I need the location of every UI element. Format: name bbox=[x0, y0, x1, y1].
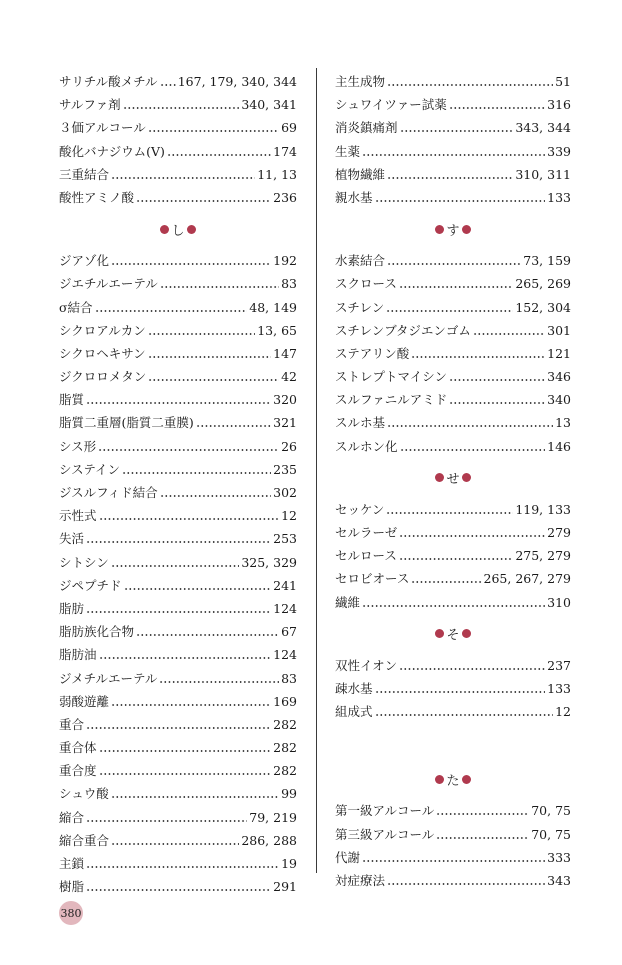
entry-term: 消炎鎮痛剤 bbox=[335, 120, 398, 136]
index-entry bbox=[335, 869, 571, 892]
dot-leader bbox=[386, 512, 513, 514]
dot-leader bbox=[136, 200, 271, 202]
entry-term: 重合 bbox=[59, 716, 85, 732]
entry-pages: 51 bbox=[555, 74, 571, 89]
entry-pages: 48, 149 bbox=[249, 299, 297, 315]
index-entry bbox=[59, 319, 297, 342]
dot-leader bbox=[449, 402, 545, 404]
entry-term: ジクロロメタン bbox=[59, 369, 147, 385]
entry-pages: 321 bbox=[273, 415, 297, 431]
entry-pages: 167, 179, 340, 344 bbox=[177, 74, 297, 89]
entry-pages: 282 bbox=[273, 763, 297, 779]
dot-leader bbox=[436, 813, 529, 815]
dot-leader bbox=[148, 130, 279, 132]
entry-term: ジアゾ化 bbox=[59, 253, 110, 269]
entry-pages: 12 bbox=[555, 704, 571, 720]
entry-term: 主生成物 bbox=[335, 74, 386, 89]
index-entry bbox=[59, 272, 297, 295]
index-entry bbox=[59, 551, 297, 574]
entry-term: 脂肪油 bbox=[59, 647, 97, 663]
entry-pages: 73, 159 bbox=[523, 253, 571, 269]
entry-term: スルホン化 bbox=[335, 438, 398, 454]
dot-leader bbox=[99, 518, 280, 520]
index-entry bbox=[335, 411, 571, 434]
entry-term: ジエチルエーテル bbox=[59, 276, 158, 292]
index-entry bbox=[59, 388, 297, 411]
dot-leader bbox=[449, 107, 545, 109]
dot-leader bbox=[399, 535, 545, 537]
entry-pages: 13 bbox=[555, 415, 571, 431]
entry-pages: 119, 133 bbox=[515, 501, 571, 517]
right-column bbox=[335, 70, 571, 892]
index-entry bbox=[59, 620, 297, 643]
entry-pages: 152, 304 bbox=[515, 299, 571, 315]
index-entry bbox=[59, 643, 297, 666]
index-entry bbox=[335, 823, 571, 846]
index-entry bbox=[59, 574, 297, 597]
entry-term: 重合度 bbox=[59, 763, 97, 779]
section-dot-icon bbox=[462, 629, 471, 638]
entry-list-sa bbox=[59, 70, 297, 209]
entry-term: スルホ基 bbox=[335, 415, 386, 431]
dot-leader bbox=[160, 286, 279, 288]
section-dot-icon bbox=[435, 473, 444, 482]
entry-pages: 282 bbox=[273, 716, 297, 732]
dot-leader bbox=[436, 837, 529, 839]
dot-leader bbox=[375, 714, 554, 716]
index-entry bbox=[335, 654, 571, 677]
entry-term: ジメチルエーテル bbox=[59, 670, 158, 686]
section-heading-shi bbox=[59, 209, 297, 249]
index-entry bbox=[335, 319, 571, 342]
index-entry bbox=[59, 782, 297, 805]
entry-pages: 302 bbox=[273, 485, 297, 500]
index-entry bbox=[59, 667, 297, 690]
entry-pages: 133 bbox=[547, 189, 571, 205]
entry-term: セルラーゼ bbox=[335, 525, 398, 540]
dot-leader bbox=[86, 611, 271, 613]
index-entry bbox=[59, 411, 297, 434]
entry-list-shi-continued bbox=[335, 70, 571, 209]
dot-leader bbox=[387, 177, 513, 179]
entry-term: 縮合重合 bbox=[59, 832, 110, 848]
entry-term: 示性式 bbox=[59, 508, 97, 524]
entry-term: 三重結合 bbox=[59, 166, 110, 182]
dot-leader bbox=[375, 691, 546, 693]
index-entry bbox=[59, 713, 297, 736]
entry-term: シュワイツァー試薬 bbox=[335, 97, 447, 113]
entry-pages: 265, 269 bbox=[515, 276, 571, 292]
entry-term: スルファニルアミド bbox=[335, 392, 448, 408]
dot-leader bbox=[399, 558, 513, 560]
index-entry bbox=[335, 521, 571, 544]
section-kana: す bbox=[446, 223, 460, 239]
index-entry bbox=[59, 852, 297, 875]
entry-term: 対症療法 bbox=[335, 872, 386, 888]
entry-term: ３価アルコール bbox=[59, 120, 146, 136]
dot-leader bbox=[124, 588, 272, 590]
entry-term: 生薬 bbox=[335, 143, 361, 159]
index-entry bbox=[59, 365, 297, 388]
entry-pages: 237 bbox=[547, 657, 571, 673]
dot-leader bbox=[111, 177, 255, 179]
entry-term: シクロアルカン bbox=[59, 322, 146, 338]
index-entry bbox=[59, 186, 297, 209]
entry-pages: 236 bbox=[273, 189, 297, 205]
dot-leader bbox=[387, 425, 553, 427]
entry-list-se bbox=[335, 498, 571, 614]
index-entry bbox=[59, 458, 297, 481]
index-entry bbox=[59, 342, 297, 365]
index-entry bbox=[335, 116, 571, 139]
entry-pages: 12 bbox=[281, 508, 297, 524]
index-entry bbox=[59, 70, 297, 93]
entry-term: セルロース bbox=[335, 548, 397, 564]
entry-term: シュウ酸 bbox=[59, 786, 109, 802]
dot-leader bbox=[99, 750, 272, 752]
entry-term: システイン bbox=[59, 461, 121, 477]
entry-list-ta bbox=[335, 799, 571, 892]
dot-leader bbox=[399, 668, 545, 670]
column-divider bbox=[316, 68, 317, 873]
entry-term: スチレンブタジエンゴム bbox=[335, 322, 471, 338]
entry-term: 酸性アミノ酸 bbox=[59, 189, 135, 205]
entry-term: セッケン bbox=[335, 501, 385, 517]
index-entry bbox=[59, 504, 297, 527]
dot-leader bbox=[411, 581, 481, 583]
index-entry bbox=[335, 163, 571, 186]
entry-pages: 83 bbox=[281, 670, 297, 686]
entry-pages: 282 bbox=[273, 740, 297, 756]
index-entry bbox=[59, 806, 297, 829]
index-entry bbox=[335, 365, 571, 388]
index-entry bbox=[59, 597, 297, 620]
entry-pages: 346 bbox=[547, 369, 571, 385]
dot-leader bbox=[148, 356, 272, 358]
dot-leader bbox=[449, 379, 545, 381]
index-entry bbox=[335, 677, 571, 700]
index-entry bbox=[59, 163, 297, 186]
entry-term: サリチル酸メチル bbox=[59, 74, 158, 89]
entry-pages: 320 bbox=[273, 392, 297, 408]
entry-term: スチレン bbox=[335, 299, 385, 315]
spacer bbox=[335, 723, 571, 759]
entry-pages: 339 bbox=[547, 143, 571, 159]
index-entry bbox=[59, 116, 297, 139]
index-entry bbox=[335, 700, 571, 723]
index-entry bbox=[59, 140, 297, 163]
entry-pages: 333 bbox=[547, 849, 571, 865]
dot-leader bbox=[99, 773, 272, 775]
entry-term: 弱酸遊離 bbox=[59, 693, 110, 709]
entry-pages: 83 bbox=[281, 276, 297, 292]
entry-pages: 310, 311 bbox=[515, 166, 571, 182]
entry-pages: 253 bbox=[273, 531, 297, 547]
page-number-badge: 380 bbox=[59, 901, 83, 925]
entry-term: 第三級アルコール bbox=[335, 826, 435, 842]
entry-pages: 169 bbox=[273, 693, 297, 709]
index-entry bbox=[59, 690, 297, 713]
entry-term: 縮合 bbox=[59, 809, 85, 825]
entry-pages: 67 bbox=[281, 624, 297, 640]
entry-term: 主鎖 bbox=[59, 856, 85, 871]
dot-leader bbox=[196, 425, 271, 427]
dot-leader bbox=[400, 449, 546, 451]
entry-list-su bbox=[335, 249, 571, 458]
entry-term: 双性イオン bbox=[335, 657, 398, 673]
entry-term: σ結合 bbox=[59, 299, 93, 315]
dot-leader bbox=[99, 657, 272, 659]
section-kana: せ bbox=[446, 472, 460, 488]
index-entry bbox=[335, 799, 571, 822]
dot-leader bbox=[387, 883, 545, 885]
dot-leader bbox=[387, 84, 553, 86]
entry-pages: 235 bbox=[273, 461, 297, 477]
section-kana: し bbox=[171, 223, 185, 239]
section-dot-icon bbox=[435, 225, 444, 234]
dot-leader bbox=[362, 860, 545, 862]
dot-leader bbox=[387, 263, 521, 265]
dot-leader bbox=[111, 843, 239, 845]
entry-term: スクロース bbox=[335, 276, 397, 292]
index-entry bbox=[59, 527, 297, 550]
index-entry bbox=[335, 140, 571, 163]
entry-pages: 316 bbox=[547, 97, 571, 113]
entry-pages: 192 bbox=[273, 253, 297, 269]
index-entry bbox=[335, 591, 571, 614]
dot-leader bbox=[86, 889, 271, 891]
entry-pages: 26 bbox=[281, 438, 297, 454]
dot-leader bbox=[167, 154, 271, 156]
entry-pages: 79, 219 bbox=[249, 809, 297, 825]
entry-pages: 11, 13 bbox=[257, 166, 297, 182]
index-entry bbox=[335, 435, 571, 458]
dot-leader bbox=[411, 356, 545, 358]
entry-term: ステアリン酸 bbox=[335, 345, 410, 361]
entry-term: 第一級アルコール bbox=[335, 803, 435, 819]
entry-term: 失活 bbox=[59, 531, 85, 547]
section-heading-su bbox=[335, 209, 571, 249]
index-entry bbox=[335, 249, 571, 272]
entry-pages: 124 bbox=[273, 647, 297, 663]
entry-term: 酸化バナジウム(Ⅴ) bbox=[59, 143, 165, 159]
dot-leader bbox=[136, 634, 279, 636]
section-dot-icon bbox=[462, 225, 471, 234]
section-dot-icon bbox=[160, 225, 169, 234]
entry-term: 樹脂 bbox=[59, 879, 85, 895]
entry-pages: 301 bbox=[547, 322, 571, 338]
index-entry bbox=[59, 481, 297, 504]
index-entry bbox=[59, 875, 297, 898]
dot-leader bbox=[160, 495, 272, 497]
section-dot-icon bbox=[462, 473, 471, 482]
dot-leader bbox=[400, 130, 514, 132]
dot-leader bbox=[362, 605, 545, 607]
entry-term: 脂質 bbox=[59, 392, 85, 408]
entry-term: 重合体 bbox=[59, 740, 97, 756]
entry-pages: 133 bbox=[547, 680, 571, 696]
entry-pages: 241 bbox=[273, 577, 297, 593]
entry-term: 植物繊維 bbox=[335, 166, 386, 182]
section-kana: そ bbox=[446, 628, 460, 644]
entry-term: 水素結合 bbox=[335, 253, 386, 269]
dot-leader bbox=[111, 704, 271, 706]
entry-term: 繊維 bbox=[335, 594, 361, 610]
entry-list-so bbox=[335, 654, 571, 724]
dot-leader bbox=[95, 310, 248, 312]
section-heading-ta bbox=[335, 759, 571, 799]
index-entry bbox=[335, 272, 571, 295]
section-dot-icon bbox=[435, 775, 444, 784]
dot-leader bbox=[86, 541, 271, 543]
dot-leader bbox=[160, 84, 176, 86]
entry-term: セロビオース bbox=[335, 571, 410, 587]
entry-pages: 19 bbox=[281, 856, 297, 871]
entry-list-shi bbox=[59, 249, 297, 898]
index-entry bbox=[335, 544, 571, 567]
entry-pages: 343, 344 bbox=[515, 120, 571, 136]
index-entry bbox=[335, 296, 571, 319]
index-entry bbox=[335, 567, 571, 590]
dot-leader bbox=[98, 449, 279, 451]
dot-leader bbox=[86, 727, 271, 729]
entry-term: 組成式 bbox=[335, 704, 373, 720]
entry-pages: 325, 329 bbox=[241, 554, 297, 570]
section-dot-icon bbox=[462, 775, 471, 784]
index-entry bbox=[335, 70, 571, 93]
left-column bbox=[59, 70, 297, 898]
index-entry bbox=[335, 93, 571, 116]
entry-pages: 286, 288 bbox=[241, 832, 297, 848]
section-kana: た bbox=[446, 773, 460, 789]
entry-term: 疎水基 bbox=[335, 680, 373, 696]
entry-pages: 121 bbox=[547, 345, 571, 361]
index-entry bbox=[335, 846, 571, 869]
index-entry bbox=[59, 435, 297, 458]
dot-leader bbox=[111, 263, 271, 265]
entry-pages: 275, 279 bbox=[515, 548, 571, 564]
section-heading-so bbox=[335, 614, 571, 654]
dot-leader bbox=[375, 200, 546, 202]
dot-leader bbox=[111, 565, 240, 567]
index-entry bbox=[59, 736, 297, 759]
entry-pages: 265, 267, 279 bbox=[483, 571, 571, 587]
entry-term: ジスルフィド結合 bbox=[59, 485, 158, 500]
dot-leader bbox=[111, 796, 279, 798]
entry-pages: 340, 341 bbox=[241, 97, 297, 113]
section-heading-se bbox=[335, 458, 571, 498]
dot-leader bbox=[362, 154, 545, 156]
entry-pages: 291 bbox=[273, 879, 297, 895]
index-entry bbox=[59, 93, 297, 116]
entry-pages: 70, 75 bbox=[531, 826, 571, 842]
entry-pages: 42 bbox=[281, 369, 297, 385]
dot-leader bbox=[473, 333, 545, 335]
entry-pages: 279 bbox=[547, 525, 571, 540]
dot-leader bbox=[86, 820, 247, 822]
entry-term: サルファ剤 bbox=[59, 97, 121, 113]
dot-leader bbox=[86, 866, 279, 868]
dot-leader bbox=[386, 310, 513, 312]
entry-pages: 147 bbox=[273, 345, 297, 361]
entry-pages: 70, 75 bbox=[531, 803, 571, 819]
entry-term: 脂肪族化合物 bbox=[59, 624, 135, 640]
index-entry bbox=[59, 759, 297, 782]
index-entry bbox=[335, 388, 571, 411]
dot-leader bbox=[148, 379, 279, 381]
section-dot-icon bbox=[435, 629, 444, 638]
entry-pages: 146 bbox=[547, 438, 571, 454]
entry-pages: 310 bbox=[547, 594, 571, 610]
index-entry bbox=[59, 249, 297, 272]
dot-leader bbox=[86, 402, 271, 404]
entry-pages: 69 bbox=[281, 120, 297, 136]
entry-pages: 343 bbox=[547, 872, 571, 888]
entry-term: 親水基 bbox=[335, 189, 373, 205]
index-entry bbox=[335, 186, 571, 209]
dot-leader bbox=[123, 107, 240, 109]
entry-pages: 174 bbox=[273, 143, 297, 159]
entry-term: 代謝 bbox=[335, 849, 361, 865]
entry-pages: 124 bbox=[273, 600, 297, 616]
entry-term: シクロヘキサン bbox=[59, 345, 146, 361]
index-entry bbox=[59, 829, 297, 852]
entry-pages: 99 bbox=[281, 786, 297, 802]
entry-term: シス形 bbox=[59, 438, 97, 454]
dot-leader bbox=[122, 472, 271, 474]
index-entry bbox=[59, 296, 297, 319]
entry-term: ジペプチド bbox=[59, 577, 122, 593]
entry-pages: 340 bbox=[547, 392, 571, 408]
index-entry bbox=[335, 342, 571, 365]
dot-leader bbox=[159, 681, 279, 683]
entry-term: ストレプトマイシン bbox=[335, 369, 447, 385]
entry-term: 脂肪 bbox=[59, 600, 85, 616]
entry-term: シトシン bbox=[59, 554, 109, 570]
dot-leader bbox=[399, 286, 513, 288]
section-dot-icon bbox=[187, 225, 196, 234]
entry-pages: 13, 65 bbox=[257, 322, 297, 338]
index-entry bbox=[335, 498, 571, 521]
dot-leader bbox=[148, 333, 255, 335]
entry-term: 脂質二重層(脂質二重膜) bbox=[59, 415, 194, 431]
